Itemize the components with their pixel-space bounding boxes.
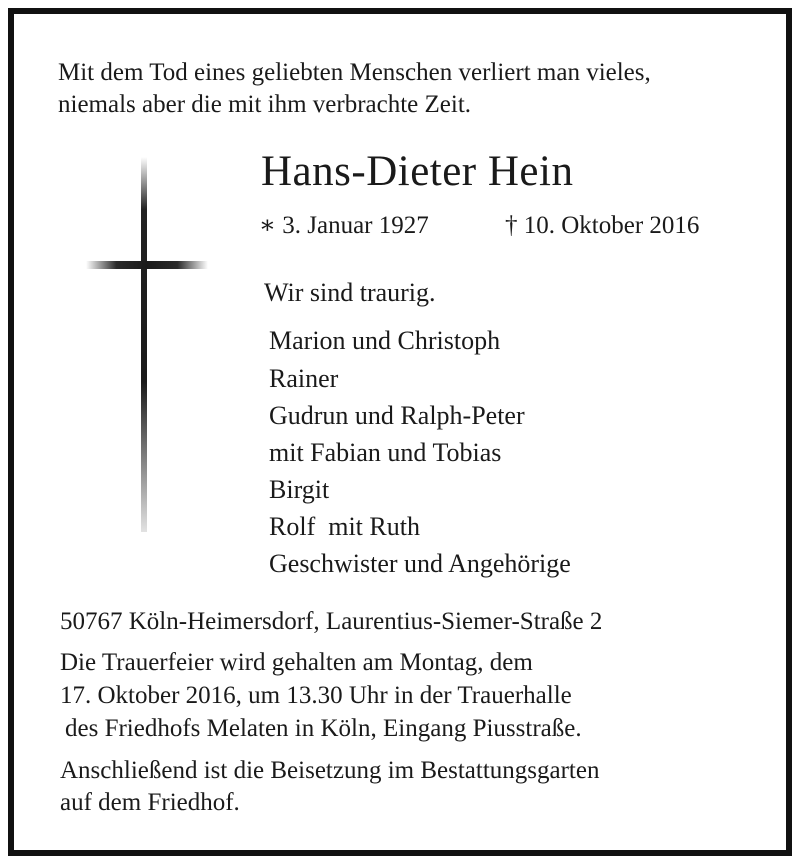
quote-line-2: niemals aber die mit ihm verbrachte Zeit. [58, 91, 472, 118]
burial-line-2: auf dem Friedhof. [60, 789, 240, 816]
mourner-name: Rolf mit Ruth [269, 512, 420, 541]
cross-vertical-beam [141, 157, 147, 532]
service-line-3: des Friedhofs Melaten in Köln, Eingang Piusstraße. [65, 715, 582, 742]
cross-horizontal-beam [86, 261, 208, 269]
service-line-2: 17. Oktober 2016, um 13.30 Uhr in der Trauerhalle [60, 682, 572, 709]
mourner-name: Marion und Christoph [269, 326, 501, 355]
mourners-intro: Wir sind traurig. [264, 278, 436, 307]
mourner-name: Rainer [269, 364, 339, 393]
mourner-name: Birgit [269, 475, 330, 504]
quote-line-1: Mit dem Tod eines geliebten Menschen verliert man vieles, [58, 59, 651, 86]
address: 50767 Köln-Heimersdorf, Laurentius-Siemer-Straße 2 [60, 608, 603, 635]
death-date: † 10. Oktober 2016 [505, 212, 700, 239]
service-line-1: Die Trauerfeier wird gehalten am Montag, dem [60, 649, 533, 676]
mourner-name: Geschwister und Angehörige [269, 549, 571, 578]
deceased-name: Hans-Dieter Hein [261, 148, 574, 195]
birth-date: ∗ 3. Januar 1927 [259, 212, 429, 239]
mourner-name: Gudrun und Ralph-Peter [269, 401, 525, 430]
burial-line-1: Anschließend ist die Beisetzung im Bestattungsgarten [60, 757, 600, 784]
mourner-name: mit Fabian und Tobias [269, 438, 502, 467]
